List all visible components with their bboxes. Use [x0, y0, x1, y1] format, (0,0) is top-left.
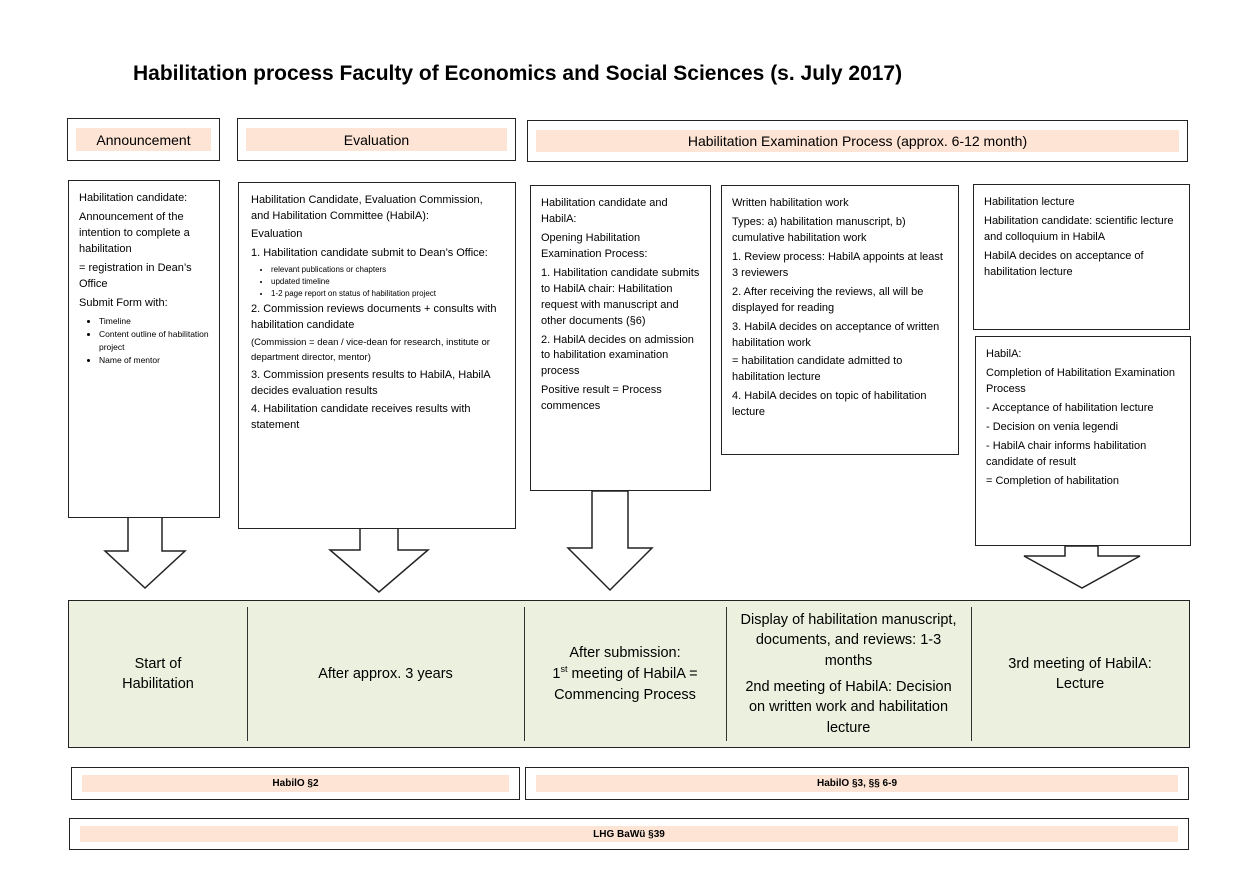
timeline-second-meeting: 2nd meeting of HabilA: Decision on written work and habilitation lecture: [745, 679, 952, 736]
announcement-bullets: [79, 315, 209, 368]
announcement-p4: Submit Form with:: [79, 296, 168, 309]
written-p2: Types: a) habilitation manuscript, b) cumulative habilitation work: [732, 215, 906, 244]
lecture-p3: HabilA decides on acceptance of habilitation lecture: [984, 249, 1144, 278]
list-item: • Content outline of habilitation project: [99, 328, 209, 354]
written-p7: 4. HabilA decides on topic of habilitation lecture: [732, 390, 927, 419]
box-announcement: [68, 180, 220, 518]
first-meeting-num: 1: [552, 666, 561, 683]
timeline-cell-submission: [524, 607, 726, 741]
announcement-p2: Announcement of the intention to complete a habilitation: [79, 210, 190, 255]
timeline-display-label: Display of habilitation manuscript, documents, and reviews: 1-3 months: [740, 612, 957, 669]
page-title: Habilitation process Faculty of Economics and Social Sciences (s. July 2017): [133, 62, 903, 85]
timeline-3years-label: After approx. 3 years: [318, 665, 453, 682]
timeline-band: [68, 600, 1190, 748]
timeline-submission-label: After submission:: [569, 645, 681, 662]
arrow-completion: [1024, 546, 1140, 588]
phase-announcement-label: Announcement: [76, 128, 211, 151]
law-lhg-bawue-39-label: LHG BaWü §39: [80, 826, 1178, 842]
written-p6: = habilitation candidate admitted to habilitation lecture: [732, 355, 903, 384]
opening-p4: 2. HabilA decides on admission to habilitation examination process: [541, 333, 694, 378]
completion-p6: = Completion of habilitation: [986, 474, 1119, 487]
written-p5: 3. HabilA decides on acceptance of written habilitation work: [732, 320, 940, 349]
opening-p5: Positive result = Process commences: [541, 384, 662, 413]
timeline-cell-start: [69, 607, 247, 741]
timeline-cell-display: [726, 607, 971, 741]
completion-p3: - Acceptance of habilitation lecture: [986, 401, 1154, 414]
lecture-p1: Habilitation lecture: [984, 196, 1075, 208]
law-habilo-2-label: HabilO §2: [82, 775, 509, 792]
written-p4: 2. After receiving the reviews, all will be displayed for reading: [732, 285, 924, 314]
list-item: • 1-2 page report on status of habilitation project: [271, 288, 503, 300]
opening-p3: 1. Habilitation candidate submits to HabilA chair: Habilitation request with manuscript and other documents (§6): [541, 266, 700, 327]
box-completion: [975, 336, 1191, 546]
arrow-announcement: [105, 517, 185, 588]
arrow-opening: [568, 491, 652, 590]
first-meeting-rest: meeting of HabilA = Commencing Process: [554, 666, 698, 703]
evaluation-p1: Habilitation Candidate, Evaluation Commission, and Habilitation Committee (HabilA):: [251, 194, 483, 222]
evaluation-p7: 4. Habilitation candidate receives results with statement: [251, 403, 471, 431]
law-habilo-3-6-9-label: HabilO §3, §§ 6-9: [536, 775, 1178, 792]
completion-p5: - HabilA chair informs habilitation candidate of result: [986, 439, 1147, 468]
phase-evaluation-label: Evaluation: [246, 128, 507, 151]
box-opening: [530, 185, 711, 491]
completion-p4: - Decision on venia legendi: [986, 420, 1119, 433]
first-meeting-sup: st: [560, 664, 568, 675]
evaluation-bullets: [251, 264, 503, 299]
phase-examination-label: Habilitation Examination Process (approx. 6-12 month): [536, 130, 1179, 152]
list-item: • Name of mentor: [99, 354, 209, 367]
timeline-third-meeting: 3rd meeting of HabilA: Lecture: [1008, 655, 1152, 692]
law-habilo-3-6-9: [525, 767, 1189, 800]
box-lecture: [973, 184, 1190, 330]
law-lhg-bawue-39: [69, 818, 1189, 850]
list-item: • Timeline: [99, 315, 209, 328]
evaluation-p4: 2. Commission reviews documents + consults with habilitation candidate: [251, 303, 497, 331]
lecture-p2: Habilitation candidate: scientific lecture and colloquium in HabilA: [984, 214, 1174, 243]
box-evaluation: [238, 182, 516, 529]
list-item: • relevant publications or chapters: [271, 264, 503, 276]
completion-p1: HabilA:: [986, 348, 1022, 360]
evaluation-p2: Evaluation: [251, 228, 303, 241]
opening-p2: Opening Habilitation Examination Process:: [541, 231, 648, 260]
list-item: • updated timeline: [271, 276, 503, 288]
timeline-cell-third: [971, 607, 1189, 741]
arrow-evaluation: [330, 528, 428, 592]
evaluation-p6: 3. Commission presents results to HabilA, HabilA decides evaluation results: [251, 368, 491, 397]
announcement-p1: Habilitation candidate:: [79, 192, 188, 204]
opening-p1: Habilitation candidate and HabilA:: [541, 197, 668, 225]
written-p1: Written habilitation work: [732, 197, 849, 209]
announcement-p3: = registration in Dean’s Office: [79, 261, 192, 290]
timeline-first-meeting: [538, 663, 713, 704]
evaluation-p3: 1. Habilitation candidate submit to Dean’s Office:: [251, 246, 488, 259]
written-p3: 1. Review process: HabilA appoints at least 3 reviewers: [732, 250, 943, 279]
law-habilo-2: [71, 767, 520, 800]
timeline-start-label: Start of Habilitation: [122, 655, 194, 692]
timeline-cell-3years: [247, 607, 524, 741]
evaluation-p5: (Commission = dean / vice-dean for research, institute or department director, mentor): [251, 337, 490, 363]
box-written: [721, 185, 959, 455]
completion-p2: Completion of Habilitation Examination Process: [986, 366, 1175, 395]
